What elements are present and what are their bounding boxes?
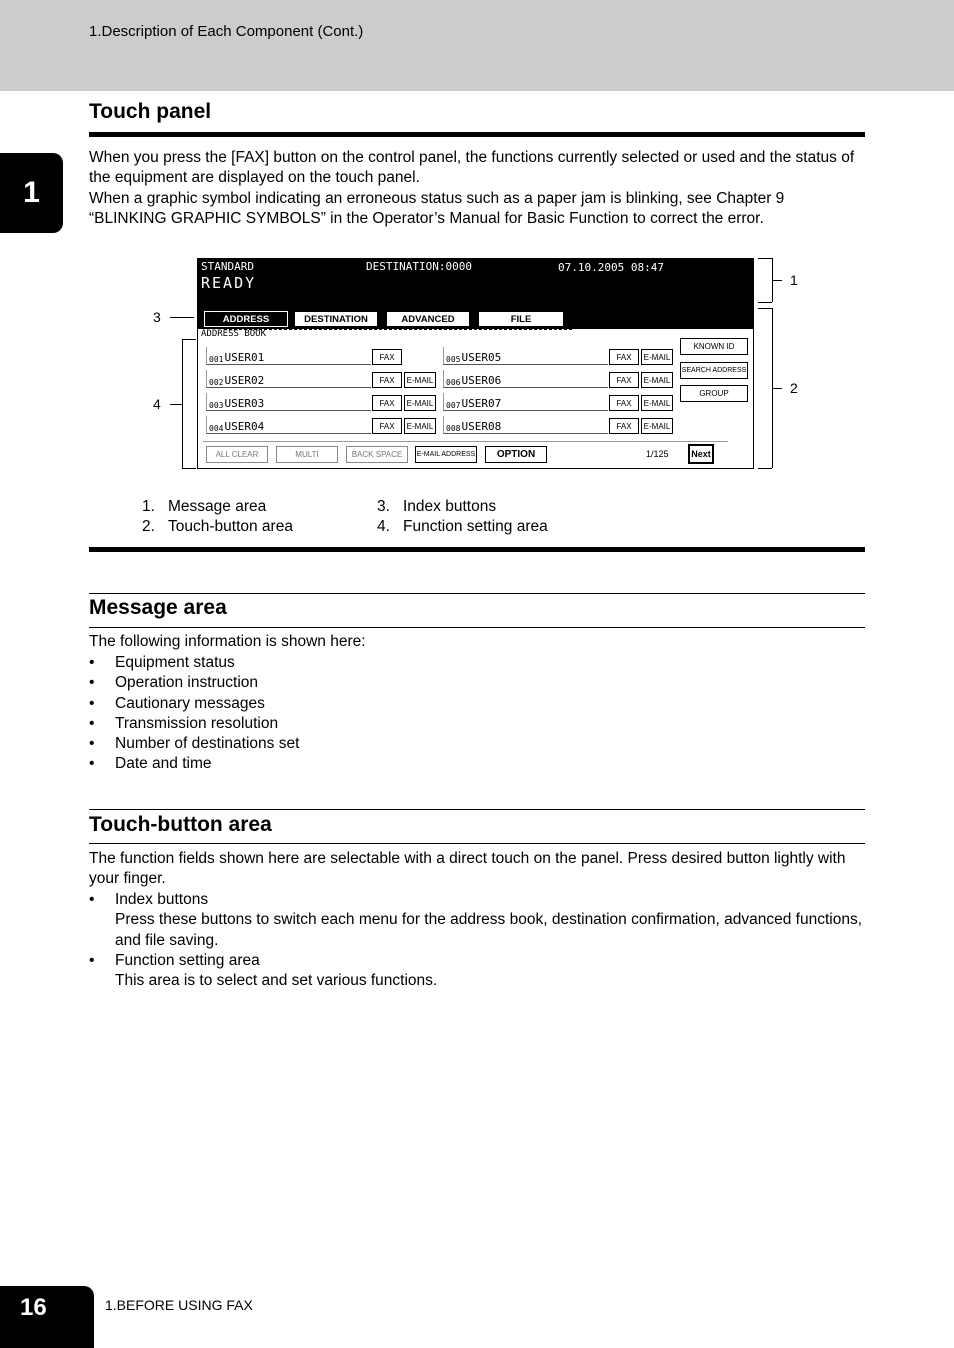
message-area-list (89, 653, 865, 775)
email-button[interactable]: E-MAIL (641, 349, 673, 365)
section-rule (89, 547, 865, 552)
entry-number: 004 (209, 424, 224, 433)
entry-number: 003 (209, 401, 224, 410)
paragraph: When a graphic symbol indicating an erroneous status such as a paper jam is blinking, see Chapter 9 “BLINKING GRAPHIC SYMBOLS” in the Operator’s Manual for Basic Function to correct the error. (89, 189, 785, 228)
legend-column (377, 497, 548, 538)
list-item-desc: Press these buttons to switch each menu for the address book, destination confirmation, advanced functions, and file saving. (115, 911, 863, 949)
entry-name: USER06 (461, 374, 502, 387)
group-button[interactable]: GROUP (680, 385, 748, 402)
callout-number: 2 (790, 380, 798, 396)
fax-button[interactable]: FAX (609, 395, 639, 411)
fax-button[interactable]: FAX (372, 395, 402, 411)
address-entry[interactable] (443, 370, 608, 388)
entry-number: 008 (446, 424, 461, 433)
entry-name: USER07 (461, 397, 502, 410)
fax-button[interactable]: FAX (372, 349, 402, 365)
heading-rule-bottom (89, 843, 865, 844)
divider (203, 441, 728, 442)
fax-button[interactable]: FAX (609, 418, 639, 434)
back-space-button[interactable]: BACK SPACE (346, 446, 408, 463)
list-item: • Equipment status (89, 653, 865, 673)
email-button[interactable]: E-MAIL (404, 395, 436, 411)
address-entry[interactable] (443, 347, 608, 365)
callout-line (170, 404, 182, 405)
callout-line (758, 308, 772, 309)
page-indicator: 1/125 (646, 449, 669, 459)
header-band (0, 0, 954, 91)
mode-label: STANDARD (201, 260, 254, 273)
tab-address[interactable]: ADDRESS (204, 311, 288, 327)
list-item: • Cautionary messages (89, 694, 865, 714)
entry-number: 005 (446, 355, 461, 364)
fax-button[interactable]: FAX (372, 372, 402, 388)
breadcrumb: 1.Description of Each Component (Cont.) (89, 23, 364, 40)
entry-name: USER05 (461, 351, 502, 364)
legend-item: 4. Function setting area (377, 518, 548, 536)
entry-name: USER03 (224, 397, 265, 410)
next-button[interactable]: Next (688, 444, 714, 464)
legend-column (142, 497, 293, 538)
callout-number: 3 (153, 309, 161, 325)
callout-line (182, 339, 196, 340)
status-message: READY (201, 274, 257, 292)
email-button[interactable]: E-MAIL (641, 418, 673, 434)
legend-item: 3. Index buttons (377, 498, 497, 515)
section-heading-touch-button-area: Touch-button area (89, 813, 272, 836)
section-heading-message-area: Message area (89, 596, 227, 619)
address-entry[interactable] (443, 416, 608, 434)
tab-advanced[interactable]: ADVANCED (386, 311, 470, 327)
address-entry[interactable] (206, 416, 371, 434)
fax-button[interactable]: FAX (609, 349, 639, 365)
callout-number: 1 (790, 272, 798, 288)
touch-panel-screen (197, 258, 754, 469)
heading-rule-bottom (89, 627, 865, 628)
list-item: • Transmission resolution (89, 714, 865, 734)
touch-button-area-list (89, 890, 865, 991)
list-item: • Operation instruction (89, 673, 865, 693)
option-button[interactable]: OPTION (485, 446, 547, 463)
callout-line (758, 468, 772, 469)
legend-item: 2. Touch-button area (142, 518, 293, 536)
list-item: • Number of destinations set (89, 734, 865, 754)
fax-button[interactable]: FAX (609, 372, 639, 388)
list-item (89, 890, 865, 951)
entry-number: 007 (446, 401, 461, 410)
entry-name: USER01 (224, 351, 265, 364)
email-address-button[interactable]: E-MAIL ADDRESS (415, 446, 477, 463)
entry-name: USER08 (461, 420, 502, 433)
email-button[interactable]: E-MAIL (641, 372, 673, 388)
touch-panel-intro (89, 148, 865, 230)
tab-destination[interactable]: DESTINATION (294, 311, 378, 327)
callout-line (182, 339, 183, 468)
tab-file[interactable]: FILE (478, 311, 564, 327)
callout-line (758, 302, 772, 303)
known-id-button[interactable]: KNOWN ID (680, 338, 748, 355)
address-book-label: ADDRESS BOOK (201, 329, 267, 339)
callout-number: 4 (153, 396, 161, 412)
chapter-tab: 1 (0, 153, 63, 233)
search-address-button[interactable]: SEARCH ADDRESS (680, 362, 748, 379)
email-button[interactable]: E-MAIL (404, 418, 436, 434)
fax-button[interactable]: FAX (372, 418, 402, 434)
callout-line (772, 388, 782, 389)
email-button[interactable]: E-MAIL (404, 372, 436, 388)
destination-count: DESTINATION:0000 (366, 260, 472, 273)
heading-rule-top (89, 593, 865, 594)
entry-number: 001 (209, 355, 224, 364)
paragraph: When you press the [FAX] button on the control panel, the functions currently selected or used and the status of the equipment are displayed on the touch panel. (89, 149, 855, 187)
list-item-title: • Index buttons (115, 891, 209, 908)
heading-rule-top (89, 809, 865, 810)
list-item (89, 951, 865, 992)
callout-line (170, 317, 194, 318)
list-item-title: • Function setting area (115, 951, 260, 969)
multi-button[interactable]: MULTI (276, 446, 338, 463)
email-button[interactable]: E-MAIL (641, 395, 673, 411)
list-item: • Date and time (89, 754, 865, 774)
all-clear-button[interactable]: ALL CLEAR (206, 446, 268, 463)
address-entry[interactable] (206, 393, 371, 411)
entry-name: USER02 (224, 374, 265, 387)
callout-line (772, 280, 782, 281)
section-heading-touch-panel: Touch panel (89, 100, 212, 123)
date-time: 07.10.2005 08:47 (558, 261, 664, 274)
legend-item: 1. Message area (142, 498, 267, 515)
entry-name: USER04 (224, 420, 265, 433)
page-number: 16 (0, 1286, 94, 1348)
address-entry[interactable] (206, 370, 371, 388)
entry-number: 002 (209, 378, 224, 387)
callout-line (182, 468, 196, 469)
footer-section: 1.BEFORE USING FAX (105, 1297, 253, 1313)
touch-button-area-intro: The function fields shown here are selectable with a direct touch on the panel. Press desired button lightly with your finger. (89, 850, 846, 888)
entry-number: 006 (446, 378, 461, 387)
address-entry[interactable] (443, 393, 608, 411)
section-rule (89, 132, 865, 137)
list-item-desc: This area is to select and set various functions. (115, 972, 438, 990)
callout-line (758, 258, 772, 259)
message-area-intro: The following information is shown here: (89, 633, 366, 650)
address-entry[interactable] (206, 347, 371, 365)
